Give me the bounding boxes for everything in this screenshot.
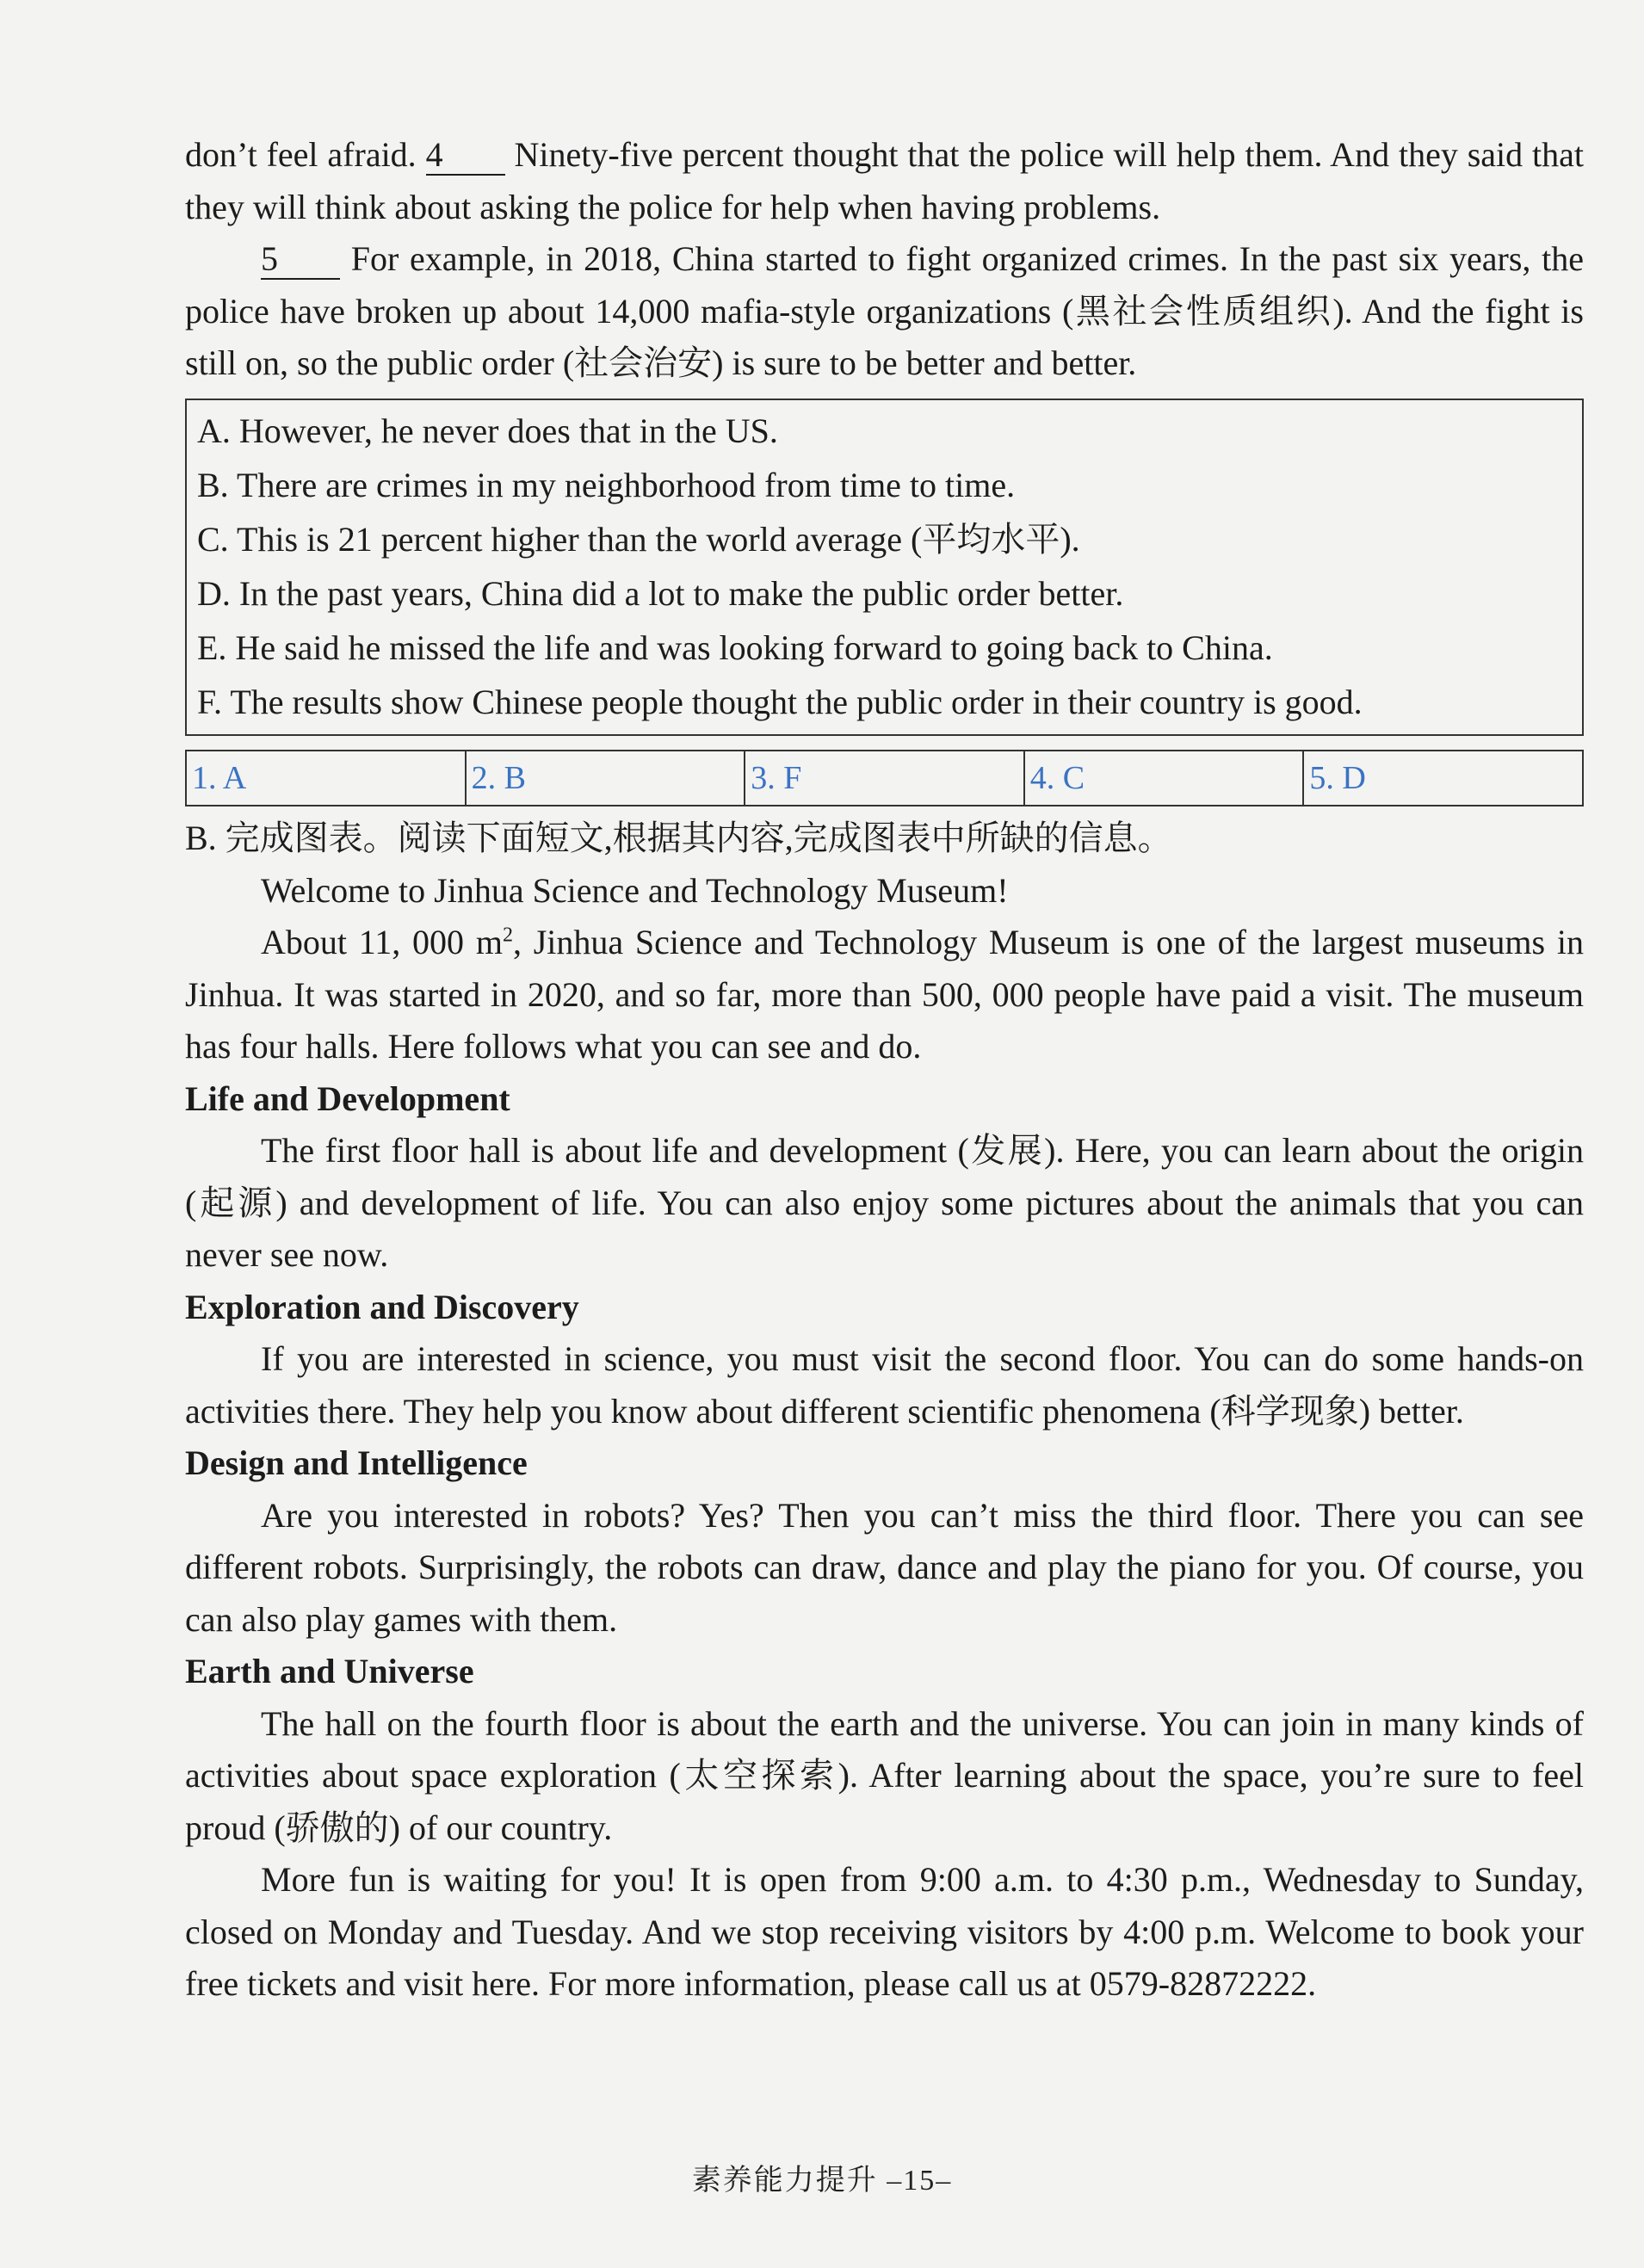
page-footer: 素养能力提升 –15– — [691, 2165, 953, 2197]
answer-blank-4: 4 — [426, 136, 505, 176]
option-a: A. However, he never does that in the US. — [197, 411, 778, 450]
section-heading-2: Exploration and Discovery — [185, 1287, 579, 1326]
option-f: F. The results show Chinese people thought the public order in their country is good. — [197, 682, 1363, 721]
answer-cell-5: 5. D — [1309, 759, 1366, 796]
option-e: E. He said he missed the life and was looking forward to going back to China. — [197, 627, 1273, 667]
option-c: C. This is 21 percent higher than the world average (平均水平). — [197, 519, 1080, 559]
section-text-2: If you are interested in science, you must visit the second floor. You can do some hands-on activities there. They help you know about different scientific phenomena (科学现象) better. — [185, 1339, 1584, 1431]
answer-cell-1: 1. A — [187, 751, 467, 805]
answer-cell-2: 2. B — [467, 751, 746, 805]
section-text-4: The hall on the fourth floor is about the earth and the universe. You can join in many kinds of activities about space exploration (太空探索). After learning about the space, you’re sure to feel proud (骄傲的) of our country. — [185, 1703, 1584, 1847]
option-d: D. In the past years, China did a lot to make the public order better. — [197, 573, 1124, 613]
answer-cell-3: 3. F — [745, 751, 1025, 805]
text-run: , Jinhua Science and Technology Museum is one of the largest museums in Jinhua. It was started in 2020, and so far, more than 500, 000 people have paid a visit. The museum has four halls. Here follows what you can see and do. — [185, 923, 1584, 1066]
answer-cell-4: 4. C — [1025, 751, 1305, 805]
text-run: For example, in 2018, China started to fight organized crimes. In the past six years, the police have broken up about 14,000 mafia-style organizations (黑社会性质组织). And the fight is still on, so the public order (社会治安) is sure to be better and better. — [185, 239, 1585, 382]
text-run: About 11, 000 m — [261, 923, 503, 961]
section-text-1: The first floor hall is about life and development (发展). Here, you can learn about the origin (起源) and development of life. You can also enjoy some pictures about the animals that you can never see now. — [185, 1131, 1584, 1274]
part-b-instruction: B. 完成图表。阅读下面短文,根据其内容,完成图表中所缺的信息。 — [185, 818, 1172, 857]
options-box — [185, 399, 1584, 736]
page-content — [185, 129, 1584, 2011]
text-run: Ninety-five percent thought that the police will help them. And they said that they will think about asking the police for help when having problems. — [185, 135, 1584, 226]
section-heading-1: Life and Development — [185, 1078, 510, 1118]
option-b: B. There are crimes in my neighborhood from time to time. — [197, 465, 1016, 504]
section-text-3: Are you interested in robots? Yes? Then you can’t miss the third floor. There you can see different robots. Surprisingly, the robots can draw, dance and play the piano for you. Of course, you can also play games with them. — [185, 1495, 1584, 1639]
text-run: don’t feel afraid. — [185, 135, 417, 174]
answer-table — [185, 750, 1584, 806]
paragraph-a-1 — [185, 129, 1584, 233]
section-heading-3: Design and Intelligence — [185, 1443, 528, 1482]
passage-closing: More fun is waiting for you! It is open from 9:00 a.m. to 4:30 p.m., Wednesday to Sunday, closed on Monday and Tuesday. And we stop receiving visitors by 4:00 p.m. Welcome to book your free tickets and visit here. For more information, please call us at 0579-82872222. — [185, 1860, 1584, 2003]
superscript: 2 — [502, 924, 513, 947]
answer-blank-5: 5 — [261, 240, 340, 280]
paragraph-a-2 — [185, 233, 1584, 390]
passage-intro — [185, 917, 1584, 1073]
passage-title: Welcome to Jinhua Science and Technology Museum! — [261, 870, 1009, 910]
section-heading-4: Earth and Universe — [185, 1652, 474, 1690]
